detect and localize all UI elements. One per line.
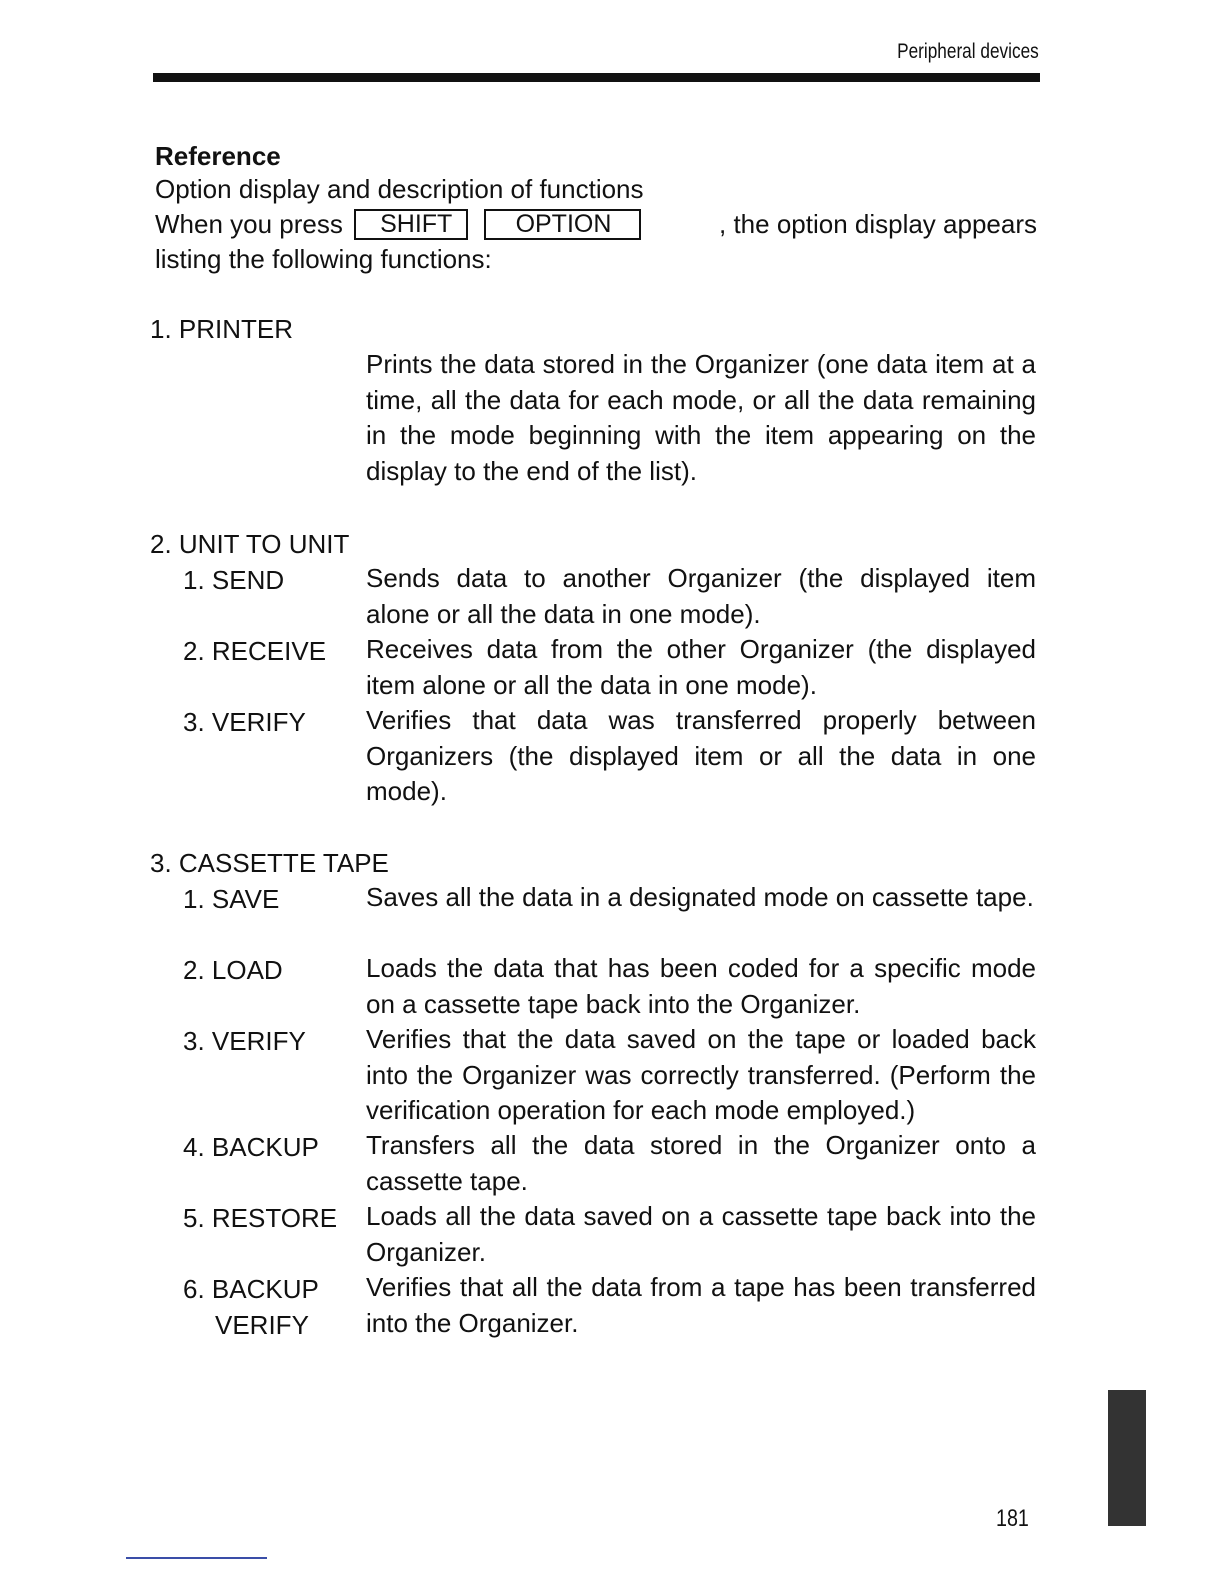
list-item-description: Loads the data that has been coded for a specific mode on a cassette tape back into the Organizer.	[366, 953, 1036, 1019]
page-number: 181	[996, 1505, 1029, 1532]
thumb-index-tab	[1108, 1390, 1146, 1526]
section-printer-title: 1. PRINTER	[150, 314, 294, 344]
list-item-label: 5. RESTORE	[183, 1203, 338, 1233]
reference-intro-line	[155, 209, 1037, 240]
list-item-label: 1. SEND	[183, 565, 285, 595]
header-rule	[153, 73, 1040, 82]
list-item-label: 3. VERIFY	[183, 1026, 306, 1056]
bottom-rule	[126, 1557, 267, 1559]
option-key-label: OPTION	[484, 209, 642, 240]
list-item-description: Verifies that the data saved on the tape or loaded back into the Organizer was correctly transferred. (Perform the verification operation for each mode employed.)	[366, 1024, 1036, 1125]
section-cassette-tape-title: 3. CASSETTE TAPE	[150, 848, 389, 878]
list-item-description: Verifies that data was transferred properly between Organizers (the displayed item or all the data in one mode).	[366, 705, 1036, 806]
intro-continuation: listing the following functions:	[155, 244, 492, 274]
list-item-label: 2. RECEIVE	[183, 636, 327, 666]
reference-subtitle: Option display and description of functions	[155, 174, 644, 204]
list-item-label: 3. VERIFY	[183, 707, 306, 737]
reference-heading: Reference	[155, 141, 281, 171]
list-item-description: Sends data to another Organizer (the displayed item alone or all the data in one mode).	[366, 563, 1036, 629]
list-item-description: Receives data from the other Organizer (the displayed item alone or all the data in one mode).	[366, 634, 1036, 700]
intro-tail-text: , the option display appears	[719, 209, 1037, 239]
list-item-label: 6. BACKUP	[183, 1274, 319, 1304]
list-item-label: 4. BACKUP	[183, 1132, 319, 1162]
list-item-label-continuation: VERIFY	[215, 1310, 309, 1340]
intro-text: When you press	[155, 209, 343, 239]
list-item-description: Transfers all the data stored in the Organizer onto a cassette tape.	[366, 1130, 1036, 1196]
shift-key-label: SHIFT	[354, 209, 468, 240]
section-unit-to-unit-title: 2. UNIT TO UNIT	[150, 529, 350, 559]
printer-description: Prints the data stored in the Organizer (one data item at a time, all the data for each mode, or all the data remaining in the mode beginning with the item appearing on the display to the end of the list).	[366, 349, 1036, 486]
list-item-description: Verifies that all the data from a tape has been transferred into the Organizer.	[366, 1272, 1036, 1338]
list-item-description: Loads all the data saved on a cassette tape back into the Organizer.	[366, 1201, 1036, 1267]
list-item-label: 1. SAVE	[183, 884, 280, 914]
list-item-description: Saves all the data in a designated mode on cassette tape.	[366, 882, 1034, 912]
list-item-label: 2. LOAD	[183, 955, 283, 985]
running-header: Peripheral devices	[897, 40, 1039, 63]
